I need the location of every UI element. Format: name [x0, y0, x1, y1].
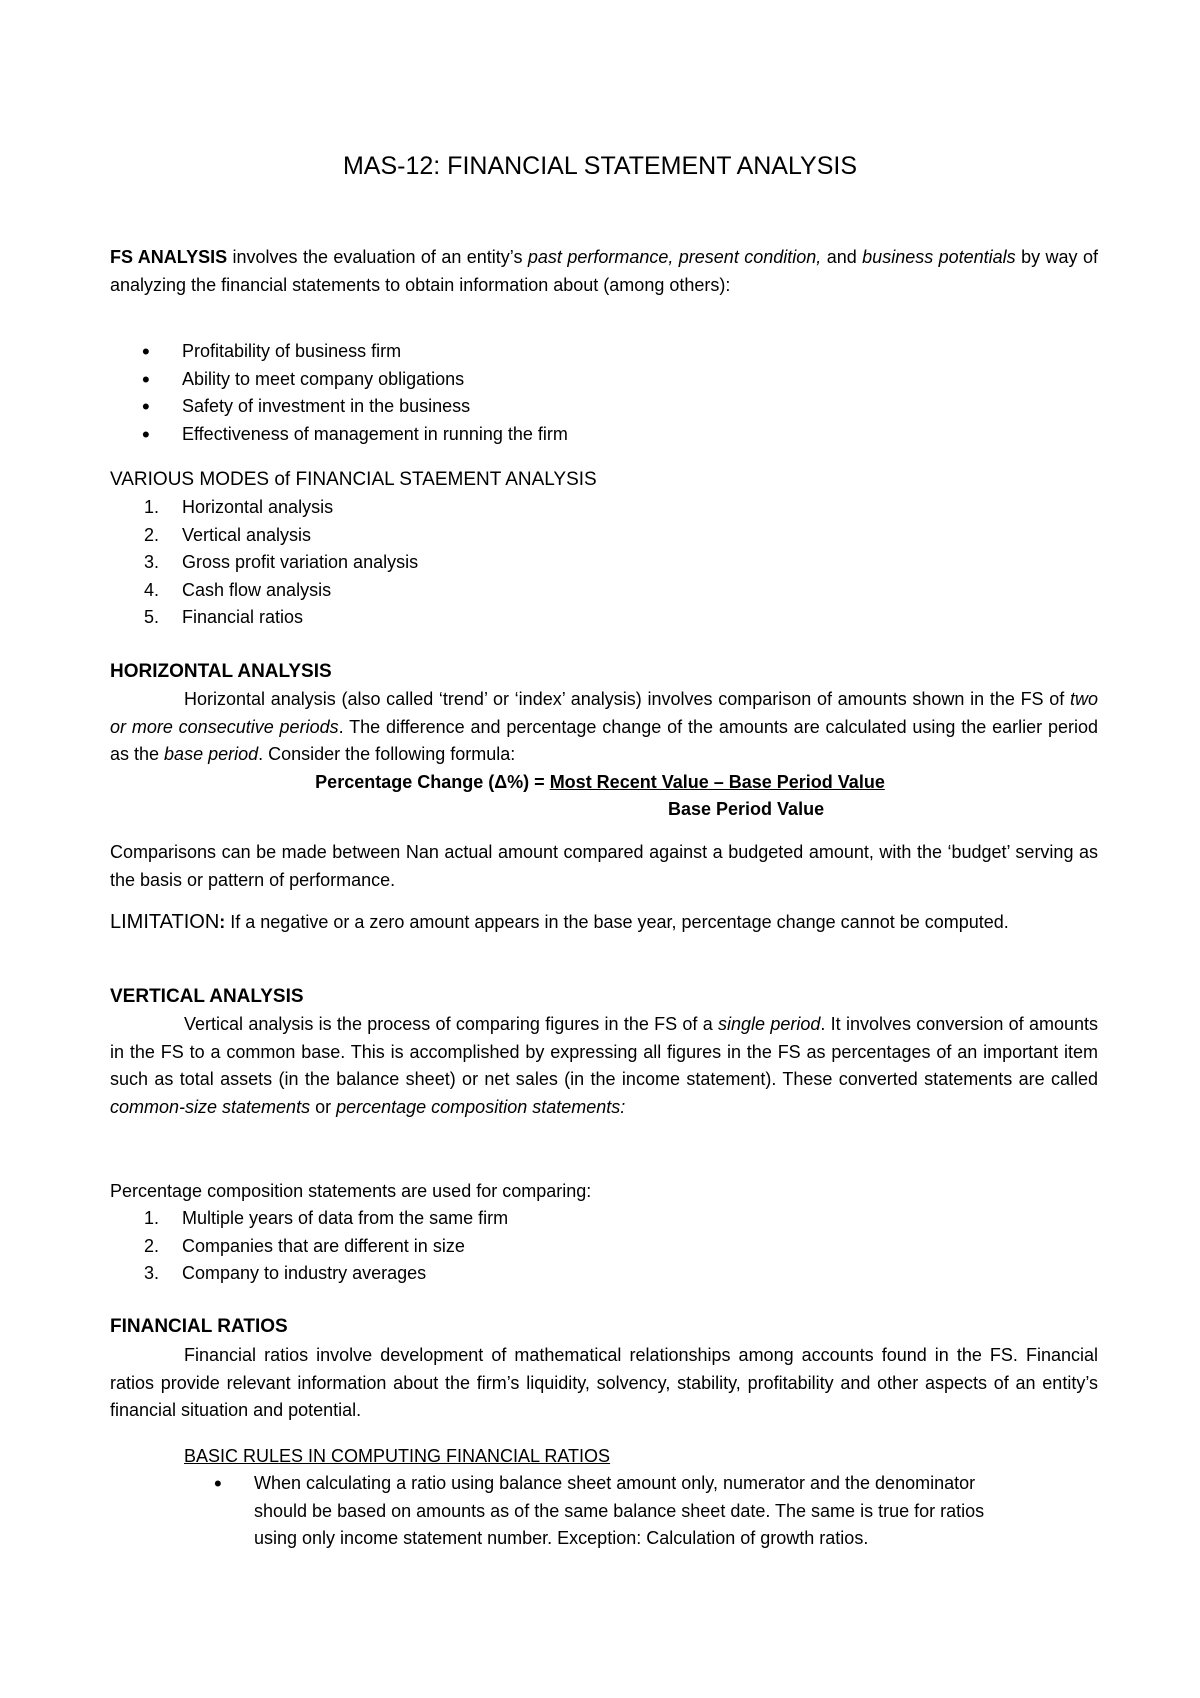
list-item: • Profitability of business firm — [110, 338, 568, 366]
intro-term: FS ANALYSIS — [110, 247, 228, 267]
vertical-text-2: . It involves conversion of amounts in the FS to a common base. This is accomplished by expressing all figures in the FS as percentages of an important item such as total assets (in the balance sheet) or net sales (in the income statement). These converted statements are called — [110, 1014, 1098, 1089]
vertical-italic-2: common-size statements — [110, 1096, 311, 1117]
uses-intro: Percentage composition statements are used for comparing: — [110, 1181, 592, 1201]
limitation-colon: : — [219, 912, 226, 932]
formula-numerator: Most Recent Value – Base Period Value — [549, 772, 885, 792]
list-text: When calculating a ratio using balance sheet amount only, numerator and the denominator should be based on amounts as of the same balance sheet date. The same is true for ratios using only income statement number. Exception: Calculation of growth ratios. — [254, 1473, 985, 1548]
horizontal-text-1: Horizontal analysis (also called ‘trend’ or ‘index’ analysis) involves comparison of amounts shown in the FS of — [184, 689, 1070, 709]
list-number: 1. — [144, 497, 160, 517]
intro-text-1: involves the evaluation of an entity’s — [227, 247, 528, 267]
rules-list — [110, 1470, 1098, 1553]
list-item — [110, 1470, 1098, 1553]
intro-paragraph — [110, 244, 1098, 299]
list-text: Financial ratios — [182, 607, 304, 627]
list-item — [110, 604, 418, 632]
horizontal-paragraph — [110, 686, 1098, 769]
modes-heading: VARIOUS MODES of FINANCIAL STAEMENT ANALYSIS — [110, 469, 597, 490]
list-text: Company to industry averages — [182, 1263, 427, 1283]
list-item — [110, 549, 418, 577]
horizontal-heading: HORIZONTAL ANALYSIS — [110, 661, 332, 682]
list-item — [110, 1233, 508, 1261]
list-item — [110, 577, 418, 605]
list-item: • Safety of investment in the business — [110, 393, 568, 421]
list-item — [110, 1260, 508, 1288]
vertical-text-1: Vertical analysis is the process of comparing figures in the FS of a — [184, 1014, 719, 1034]
rules-heading: BASIC RULES IN COMPUTING FINANCIAL RATIOS — [184, 1446, 611, 1466]
list-number: 4. — [144, 579, 160, 600]
intro-italic-1: past performance, present condition, — [527, 247, 822, 267]
vertical-italic-1: single period — [718, 1014, 821, 1034]
horizontal-text-3: . Consider the following formula: — [258, 744, 516, 764]
vertical-text-3: or — [310, 1096, 337, 1117]
list-item — [110, 522, 418, 550]
list-number: 3. — [144, 1263, 160, 1283]
limitation-label: LIMITATION — [110, 911, 220, 933]
uses-list — [110, 1205, 508, 1288]
page-title: MAS-12: FINANCIAL STATEMENT ANALYSIS — [342, 152, 857, 180]
vertical-heading: VERTICAL ANALYSIS — [110, 986, 304, 1007]
list-number: 5. — [144, 607, 160, 627]
vertical-italic-3: percentage composition statements: — [336, 1096, 626, 1117]
list-text: Companies that are different in size — [182, 1235, 465, 1256]
bullet-icon: • — [214, 1471, 222, 1496]
ratios-text: Financial ratios involve development of mathematical relationships among accounts found in the FS. Financial ratios provide relevant information about the firm’s liquidity, solvency, stability, profitability and other aspects of an entity’s financial situation and potential. — [110, 1345, 1098, 1420]
horizontal-text-2: . The difference and percentage change of the amounts are calculated using the earlier period as the — [110, 716, 1098, 764]
ratios-paragraph — [110, 1342, 1098, 1425]
list-text: Multiple years of data from the same firm — [182, 1208, 509, 1228]
list-number: 1. — [144, 1208, 160, 1228]
formula-denominator: Base Period Value — [668, 799, 825, 819]
intro-text-3: by way of analyzing the financial statements to obtain information about (among others): — [110, 247, 1098, 295]
list-number: 2. — [144, 524, 160, 545]
horizontal-italic-2: base period — [164, 744, 259, 764]
modes-list — [110, 494, 418, 632]
intro-bullet-list — [110, 338, 568, 448]
intro-italic-2: business potentials — [862, 247, 1016, 267]
vertical-paragraph — [110, 1011, 1098, 1121]
list-text: Horizontal analysis — [182, 497, 334, 517]
formula-label: Percentage Change (Δ%) = — [315, 772, 550, 792]
list-text: Vertical analysis — [182, 524, 312, 545]
list-item — [110, 1205, 508, 1233]
list-item — [110, 494, 418, 522]
limitation-paragraph — [110, 909, 1098, 937]
intro-text-2: and — [821, 247, 863, 267]
horizontal-italic-1: two or more consecutive periods — [110, 689, 1098, 737]
list-text: Cash flow analysis — [182, 579, 332, 600]
list-number: 2. — [144, 1235, 160, 1256]
list-number: 3. — [144, 552, 160, 572]
limitation-text: If a negative or a zero amount appears in the base year, percentage change cannot be computed. — [225, 912, 1009, 932]
list-text: Gross profit variation analysis — [182, 552, 419, 572]
list-item: • Ability to meet company obligations — [110, 366, 568, 394]
comparisons-paragraph: Comparisons can be made between Nan actual amount compared against a budgeted amount, with the ‘budget’ serving as the basis or pattern of performance. — [110, 842, 1098, 890]
list-item: • Effectiveness of management in running the firm — [110, 421, 568, 449]
percentage-change-formula — [0, 769, 1200, 797]
ratios-heading: FINANCIAL RATIOS — [110, 1316, 288, 1337]
